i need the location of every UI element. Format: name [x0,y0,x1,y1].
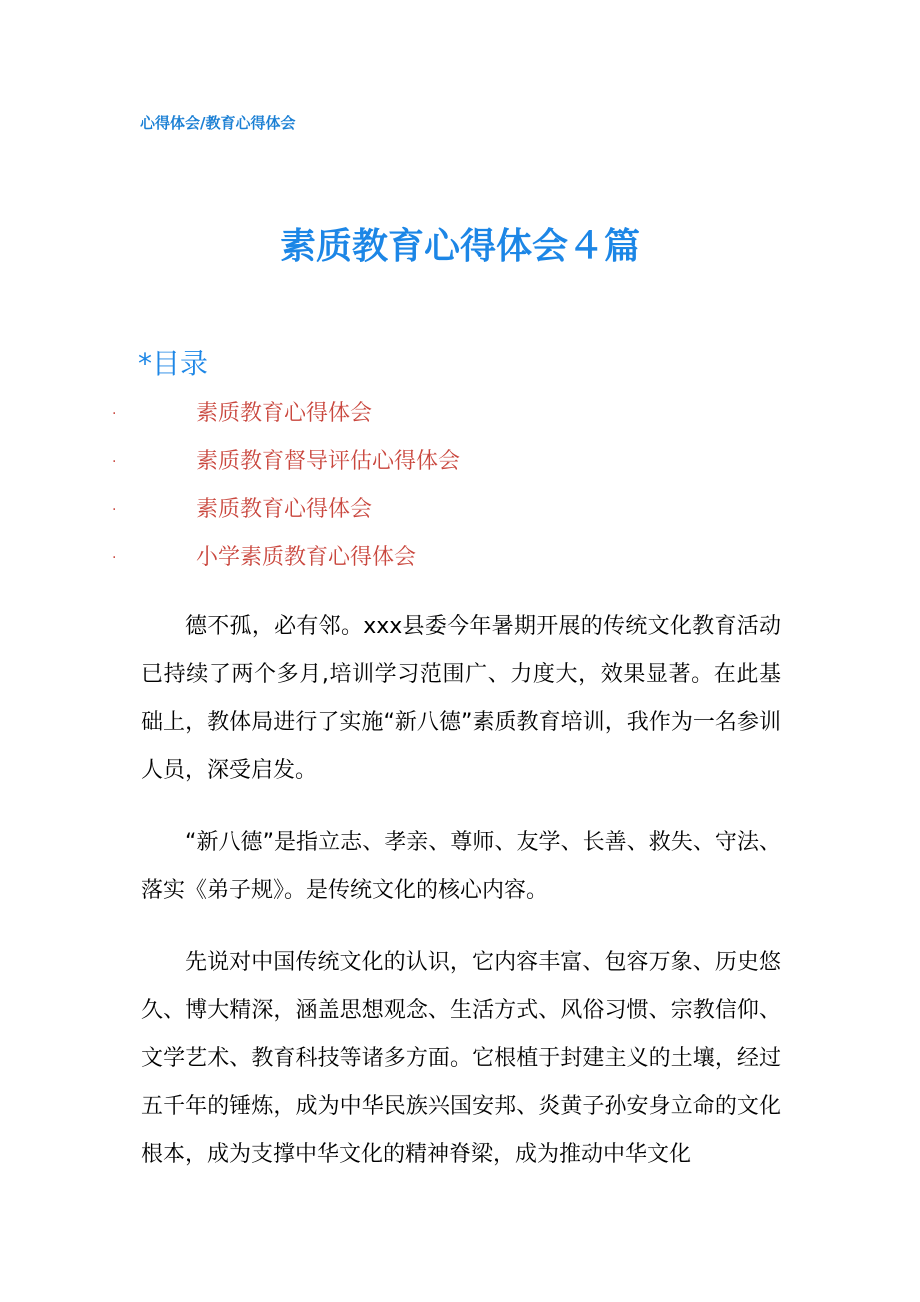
toc-heading: *目录 [138,347,209,380]
paragraph: “新八德”是指立志、孝亲、尊师、友学、长善、救失、守法、落实《弟子规》。是传统文化的核心内容。 [141,830,781,903]
toc-item [0,440,920,488]
toc-bullet: . [112,546,117,562]
paragraph: 先说对中国传统文化的认识，它内容丰富、包容万象、历史悠久、博大精深，涵盖思想观念、生活方式、风俗习惯、宗教信仰、文学艺术、教育科技等诸多方面。它根植于封建主义的土壤，经过五千年的锤炼，成为中华民族兴国安邦、炎黄子孙安身立命的文化根本，成为支撑中华文化的精神脊梁，成为推动中华文化 [141,950,781,1167]
body-text [141,603,781,1203]
paragraph: 德不孤，必有邻。xxx县委今年暑期开展的传统文化教育活动已持续了两个多月,培训学习范围广、力度大，效果显著。在此基础上，教体局进行了实施“新八德”素质教育培训，我作为一名参训人员，深受启发。 [141,614,781,783]
toc-link[interactable]: 素质教育心得体会 [196,497,373,522]
breadcrumb[interactable]: 心得体会/教育心得体会 [140,114,296,132]
table-of-contents [0,392,920,584]
toc-link[interactable]: 小学素质教育心得体会 [196,545,417,570]
toc-bullet: . [112,498,117,514]
toc-link[interactable]: 素质教育心得体会 [196,401,373,426]
toc-item [0,536,920,584]
page-title: 素质教育心得体会４篇 [279,226,640,267]
toc-bullet: . [112,402,117,418]
toc-item [0,392,920,440]
toc-link[interactable]: 素质教育督导评估心得体会 [196,449,461,474]
toc-item [0,488,920,536]
toc-bullet: . [112,450,117,466]
